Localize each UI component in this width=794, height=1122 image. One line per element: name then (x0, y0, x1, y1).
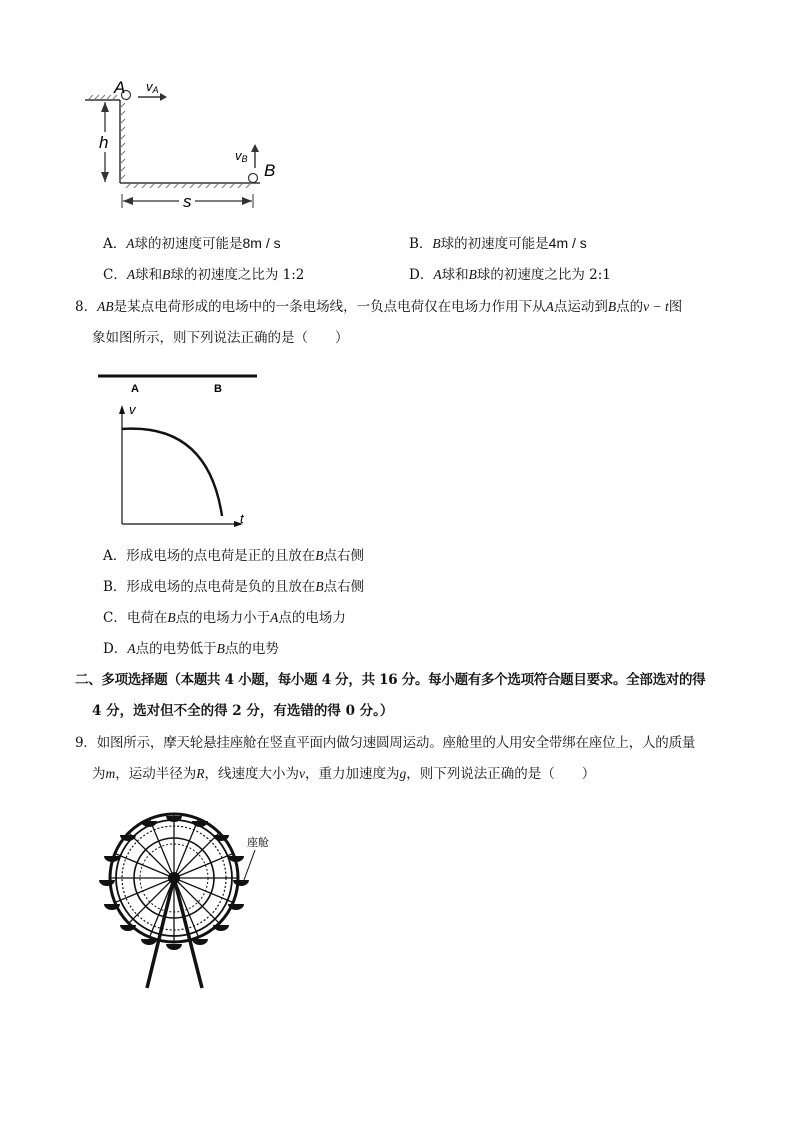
label-h: h (99, 133, 109, 152)
label-vb: vB (235, 148, 248, 164)
q8-option-a[interactable]: A．形成电场的点电荷是正的且放在B点右侧 (103, 548, 364, 564)
ball-b (249, 174, 258, 183)
q7-option-b[interactable]: B．B球的初速度可能是4m / s (409, 235, 587, 252)
field-label-a: A (131, 383, 139, 395)
q9-stem-line1: 9．如图所示，摩天轮悬挂座舱在竖直平面内做匀速圆周运动。座舱里的人用安全带绑在座位上，人的质量 (75, 735, 696, 751)
label-va: vA (146, 79, 159, 95)
q8-stem-line2: 象如图所示，则下列说法正确的是（ ） (92, 330, 349, 346)
q8-option-c[interactable]: C．电荷在B点的电场力小于A点的电场力 (103, 610, 346, 626)
q8-option-b[interactable]: B．形成电场的点电荷是负的且放在B点右侧 (103, 579, 365, 595)
q8-option-d[interactable]: D．A点的电势低于B点的电势 (103, 641, 279, 657)
ferris-wheel-figure (92, 812, 292, 990)
label-cabin: 座舱 (247, 836, 269, 849)
label-s: s (183, 192, 192, 211)
q7-option-d[interactable]: D．A球和B球的初速度之比为 2:1 (409, 267, 611, 283)
section2-heading-line2: 4 分，选对但不全的得 2 分，有选错的得 0 分。） (92, 703, 394, 719)
vt-curve (122, 429, 222, 516)
label-t: t (240, 511, 244, 526)
label-a: A (114, 78, 126, 97)
label-b: B (264, 161, 276, 180)
q7-option-a[interactable]: A．A球的初速度可能是8m / s (103, 235, 281, 252)
q8-stem-line1: 8．AB是某点电荷形成的电场中的一条电场线，一负点电荷仅在电场力作用下从A点运动到B点的v − t图 (75, 299, 683, 315)
projectile-figure (80, 78, 290, 213)
field-label-b: B (214, 383, 222, 395)
label-v: v (129, 402, 136, 417)
q9-stem-line2: 为m，运动半径为R，线速度大小为v，重力加速度为g，则下列说法正确的是（ ） (92, 766, 596, 782)
section2-heading-line1: 二、多项选择题（本题共 4 小题，每小题 4 分，共 16 分。每小题有多个选项符合题目要求。全部选对的得 (75, 672, 706, 688)
q7-option-c[interactable]: C．A球和B球的初速度之比为 1:2 (103, 267, 305, 283)
wheel-hub (168, 872, 180, 884)
vt-graph-figure (90, 368, 265, 533)
